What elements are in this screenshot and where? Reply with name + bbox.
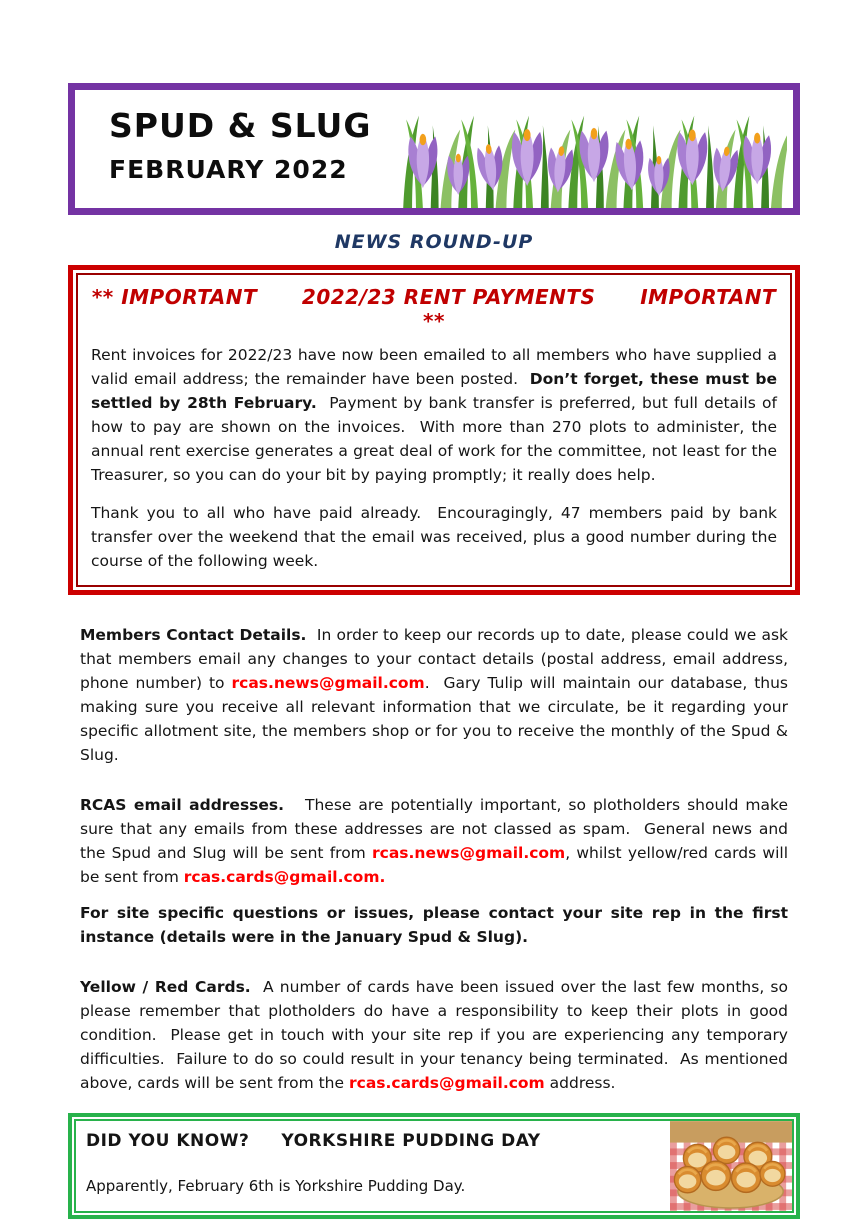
email-rcas-news: rcas.news@gmail.com: [231, 674, 425, 692]
rcas-lead: RCAS email addresses.: [80, 796, 285, 814]
section-rcas-emails: [80, 793, 788, 889]
rent-paragraph-1: [91, 343, 777, 487]
yorkshire-puddings-image: [670, 1121, 792, 1211]
members-lead: Members Contact Details.: [80, 626, 307, 644]
did-you-know-body: Apparently, February 6th is Yorkshire Pudding Day.: [86, 1177, 466, 1195]
site-rep-paragraph: [80, 901, 788, 949]
section-members-contact: [80, 623, 788, 767]
important-heading: ** IMPORTANT 2022/23 RENT PAYMENTS IMPORTANT **: [91, 285, 784, 333]
rcas-text-b: , whilst yellow/red cards will be sent from: [80, 844, 788, 886]
important-rent-box-inner: [76, 273, 792, 587]
rcas-paragraph: [80, 793, 788, 889]
did-you-know-heading: DID YOU KNOW? YORKSHIRE PUDDING DAY: [86, 1131, 541, 1151]
members-text-a: In order to keep our records up to date, please could we ask that members email any changes to your contact details (postal address, email address, phone number) to: [80, 626, 788, 692]
rcas-text-a: These are potentially important, so plotholders should make sure that any emails from these addresses are not classed as spam. General news and the Spud and Slug will be sent from: [80, 796, 788, 862]
rent-paragraph-2: Thank you to all who have paid already. Encouragingly, 47 members paid by bank transfer over the weekend that the email was received, plus a good number during the course of the following week.: [91, 504, 777, 570]
rent-par1-text-a: Rent invoices for 2022/23 have now been emailed to all members who have supplied a valid email address; the remainder have been posted.: [91, 346, 777, 388]
cards-text-a: A number of cards have been issued over the last few months, so please remember that plotholders do have a responsibility to keep their plots in good condition. Please get in touch with your site rep if you are experiencing any temporary difficulties. Failure to do so could result in your tenancy being terminated. As mentioned above, cards will be sent from the: [80, 978, 788, 1092]
rent-par1-bold: Don’t forget, these must be settled by 28th February.: [91, 370, 777, 412]
members-text-b: . Gary Tulip will maintain our database, thus making sure you receive all relevant information that we circulate, be it regarding your specific allotment site, the members shop or for you to receive the monthly of the Spud & Slug.: [80, 674, 789, 764]
email-rcas-cards: rcas.cards@gmail.com.: [183, 868, 386, 886]
did-you-know-box: [68, 1113, 800, 1219]
cards-lead: Yellow / Red Cards.: [80, 978, 251, 996]
email-rcas-cards-2: rcas.cards@gmail.com: [348, 1074, 545, 1092]
important-rent-box: [68, 265, 800, 595]
masthead-box: [68, 83, 800, 215]
members-paragraph: [80, 623, 788, 767]
cards-paragraph: [80, 975, 788, 1095]
site-rep-text: For site specific questions or issues, please contact your site rep in the first instance (details were in the January Spud & Slug).: [80, 904, 788, 946]
masthead-titles: [75, 90, 371, 208]
news-roundup-heading: NEWS ROUND-UP: [334, 231, 534, 253]
did-you-know-inner: [74, 1119, 794, 1213]
section-site-rep: [80, 901, 788, 949]
newsletter-title: SPUD & SLUG: [109, 106, 372, 145]
email-rcas-news-2: rcas.news@gmail.com: [372, 844, 566, 862]
crocus-flowers-image: [399, 90, 787, 208]
newsletter-issue-date: FEBRUARY 2022: [109, 155, 348, 184]
cards-text-b: address.: [544, 1074, 616, 1092]
did-you-know-text-area: [76, 1121, 670, 1211]
rent-par1-text-b: Payment by bank transfer is preferred, but full details of how to pay are shown on the invoices. With more than 270 plots to administer, the annual rent exercise generates a great deal of work for the committee, not least for the Treasurer, so you can do your bit by paying promptly; it really does help.: [91, 394, 777, 484]
section-yellow-red-cards: [80, 975, 788, 1095]
